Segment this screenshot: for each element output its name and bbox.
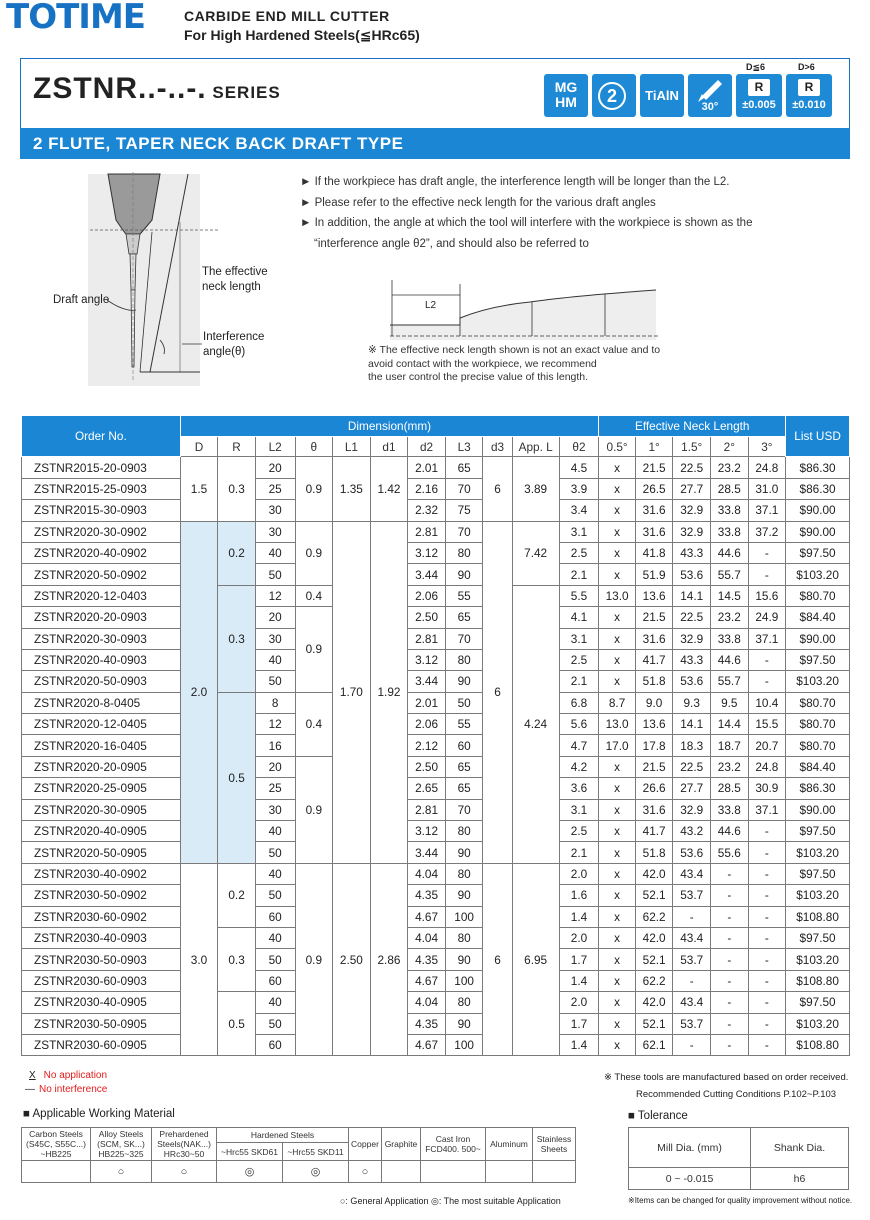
table-row: ZSTNR2020-50-0903 50 3.44 90 2.1 x 51.8 53.6 55.7 - $103.20 <box>22 671 850 692</box>
r1-condition: D≦6 <box>746 62 766 72</box>
order-no-cell: ZSTNR2020-30-0903 <box>22 628 181 649</box>
radius-tol1-badge: R ±0.005 <box>736 74 782 117</box>
interference-label: Interference angle(θ) <box>203 331 265 358</box>
theta-cell: 0.9 <box>295 457 333 521</box>
table-row: ZSTNR2030-40-0902 3.0 0.2 40 0.9 2.50 2.86 4.04 80 6 6.95 2.0 x 42.0 43.4 - - $97.50 <box>22 863 850 884</box>
product-table <box>21 415 850 1056</box>
D-cell: 2.0 <box>180 521 218 863</box>
theta-cell: 0.9 <box>295 756 333 863</box>
material-badge: MG HM <box>544 74 588 117</box>
helix-badge: 30° <box>688 74 732 117</box>
table-row: ZSTNR2020-40-0902 40 3.12 80 2.5 x 41.8 43.3 44.6 - $97.50 <box>22 542 850 563</box>
table-row: ZSTNR2015-20-0903 1.5 0.3 20 0.9 1.35 1.42 2.01 65 6 3.89 4.5 x 21.5 22.5 23.2 24.8 $86.30 <box>22 457 850 478</box>
table-row: ZSTNR2020-30-0902 2.0 0.2 30 0.9 1.70 1.92 2.81 70 6 7.42 3.1 x 31.6 32.9 33.8 37.2 $90.00 <box>22 521 850 542</box>
theta-cell: 0.9 <box>295 863 333 1056</box>
order-no-cell: ZSTNR2020-12-0405 <box>22 714 181 735</box>
order-no-cell: ZSTNR2020-30-0905 <box>22 799 181 820</box>
l2-diagram <box>370 270 670 342</box>
order-no-cell: ZSTNR2020-50-0905 <box>22 842 181 863</box>
order-no-cell: ZSTNR2020-50-0903 <box>22 671 181 692</box>
order-no-cell: ZSTNR2020-16-0405 <box>22 735 181 756</box>
table-row: ZSTNR2020-30-0903 30 2.81 70 3.1 x 31.6 32.9 33.8 37.1 $90.00 <box>22 628 850 649</box>
draft-angle-label: Draft angle <box>53 294 110 306</box>
L1-cell: 1.70 <box>333 521 371 863</box>
l2-label: L2 <box>425 300 437 311</box>
order-no-cell: ZSTNR2030-50-0903 <box>22 949 181 970</box>
L1-cell: 2.50 <box>333 863 371 1056</box>
D-cell: 3.0 <box>180 863 218 1056</box>
d1-cell: 1.92 <box>370 521 408 863</box>
order-no-cell: ZSTNR2020-40-0905 <box>22 821 181 842</box>
order-no-cell: ZSTNR2030-50-0905 <box>22 1013 181 1034</box>
table-row: ZSTNR2020-12-0405 12 2.06 55 5.6 13.0 13.6 14.1 14.4 15.5 $80.70 <box>22 714 850 735</box>
order-note: ※ These tools are manufactured based on order received. <box>604 1072 849 1083</box>
order-no-cell: ZSTNR2020-30-0902 <box>22 521 181 542</box>
table-row: ZSTNR2020-50-0905 50 3.44 90 2.1 x 51.8 53.6 55.6 - $103.20 <box>22 842 850 863</box>
R-cell: 0.3 <box>218 457 256 521</box>
d3-cell: 6 <box>483 863 512 1056</box>
table-row: ZSTNR2030-50-0902 50 4.35 90 1.6 x 52.1 53.7 - - $103.20 <box>22 885 850 906</box>
order-no-cell: ZSTNR2030-40-0905 <box>22 992 181 1013</box>
R-cell: 0.2 <box>218 521 256 585</box>
coating-badge: TiAlN <box>640 74 684 117</box>
theta-cell: 0.9 <box>295 607 333 693</box>
legend-x: X No application <box>29 1070 108 1081</box>
order-no-cell: ZSTNR2020-25-0905 <box>22 778 181 799</box>
order-no-cell: ZSTNR2030-60-0902 <box>22 906 181 927</box>
table-row: ZSTNR2020-30-0905 30 2.81 70 3.1 x 31.6 32.9 33.8 37.1 $90.00 <box>22 799 850 820</box>
flute-badge: 2 <box>592 74 636 117</box>
radius-tol2-badge: R ±0.010 <box>786 74 832 117</box>
cutting-conditions-note: Recommended Cutting Conditions P.102~P.103 <box>636 1089 837 1100</box>
order-no-cell: ZSTNR2030-40-0903 <box>22 927 181 948</box>
section-banner: 2 FLUTE, TAPER NECK BACK DRAFT TYPE <box>20 128 850 159</box>
L1-cell: 1.35 <box>333 457 371 521</box>
table-row: ZSTNR2020-8-0405 0.5 8 0.4 2.01 50 6.8 8.7 9.0 9.3 9.5 10.4 $80.70 <box>22 692 850 713</box>
table-row: ZSTNR2015-30-0903 30 2.32 75 3.4 x 31.6 32.9 33.8 37.1 $90.00 <box>22 500 850 521</box>
D-cell: 1.5 <box>180 457 218 521</box>
table-row: ZSTNR2020-40-0905 40 3.12 80 2.5 x 41.7 43.2 44.6 - $97.50 <box>22 821 850 842</box>
bullet-list: ► If the workpiece has draft angle, the interference length will be longer than the L2. ► Please refer to the effective neck length for the various draft angles ► In addition, the angle at which the tool will interfere with the workpiece is shown as the “interference angle θ2”, and should also be referred to <box>300 176 753 250</box>
order-no-cell: ZSTNR2015-20-0903 <box>22 457 181 478</box>
d1-cell: 2.86 <box>370 863 408 1056</box>
brand-logo: TOTIME <box>6 0 145 37</box>
d1-cell: 1.42 <box>370 457 408 521</box>
order-no-header: Order No. <box>22 416 181 457</box>
order-no-cell: ZSTNR2030-50-0902 <box>22 885 181 906</box>
r2-condition: D>6 <box>798 62 815 72</box>
order-no-cell: ZSTNR2020-8-0405 <box>22 692 181 713</box>
legend-dash: — No interference <box>25 1084 108 1095</box>
table-row: ZSTNR2015-25-0903 25 2.16 70 3.9 x 26.5 27.7 28.5 31.0 $86.30 <box>22 478 850 499</box>
brand-line1: CARBIDE END MILL CUTTER <box>184 8 390 24</box>
materials-footnote: ○: General Application ◎: The most suitable Application <box>340 1196 561 1206</box>
order-no-cell: ZSTNR2015-30-0903 <box>22 500 181 521</box>
neck-note: ※ The effective neck length shown is not an exact value and to avoid contact with the workpiece, we recommend the user control the precise value of this length. <box>368 344 661 383</box>
order-no-cell: ZSTNR2030-60-0903 <box>22 970 181 991</box>
appl-cell: 7.42 <box>512 521 559 585</box>
order-no-cell: ZSTNR2015-25-0903 <box>22 478 181 499</box>
table-row: ZSTNR2020-16-0405 16 2.12 60 4.7 17.0 17.8 18.3 18.7 20.7 $80.70 <box>22 735 850 756</box>
table-row: ZSTNR2020-20-0903 20 0.9 2.50 65 4.1 x 21.5 22.5 23.2 24.9 $84.40 <box>22 607 850 628</box>
order-no-cell: ZSTNR2030-40-0902 <box>22 863 181 884</box>
table-row: ZSTNR2030-60-0903 60 4.67 100 1.4 x 62.2 - - - $108.80 <box>22 970 850 991</box>
list-usd-header: List USD <box>786 416 850 457</box>
order-no-cell: ZSTNR2030-60-0905 <box>22 1034 181 1055</box>
order-no-cell: ZSTNR2020-40-0903 <box>22 649 181 670</box>
helix-icon <box>688 74 732 104</box>
table-row: ZSTNR2030-60-0905 60 4.67 100 1.4 x 62.1 - - - $108.80 <box>22 1034 850 1055</box>
order-no-cell: ZSTNR2020-12-0403 <box>22 585 181 606</box>
table-row: ZSTNR2030-60-0902 60 4.67 100 1.4 x 62.2 - - - $108.80 <box>22 906 850 927</box>
R-cell: 0.2 <box>218 863 256 927</box>
tolerance-title: ■ Tolerance <box>628 1110 688 1122</box>
table-row: ZSTNR2030-50-0903 50 4.35 90 1.7 x 52.1 53.7 - - $103.20 <box>22 949 850 970</box>
table-row: ZSTNR2020-20-0905 20 0.9 2.50 65 4.2 x 21.5 22.5 23.2 24.8 $84.40 <box>22 756 850 777</box>
brand-line2: For High Hardened Steels(≦HRc65) <box>184 27 420 43</box>
dimension-header: Dimension(mm) <box>180 416 599 437</box>
effective-neck-label: The effective neck length <box>202 266 268 293</box>
R-cell: 0.5 <box>218 692 256 863</box>
table-row: ZSTNR2030-50-0905 50 4.35 90 1.7 x 52.1 53.7 - - $103.20 <box>22 1013 850 1034</box>
R-cell: 0.3 <box>218 585 256 692</box>
materials-table: Carbon Steels (S45C, S55C...) ~HB225 Alloy Steels (SCM, SK...) HB225~325 Prehardened Steels(NAK...) HRc30~50 Hardened Steels Copper Graphite Cast Iron FCD400. 500~ Aluminum Stainless Sheets ~Hrc55 SKD61 ~Hrc55 SKD11 ○ ○ ◎ ◎ ○ <box>21 1127 576 1183</box>
appl-cell: 6.95 <box>512 863 559 1056</box>
tolerance-footnote: ※Items can be changed for quality improvement without notice. <box>628 1196 853 1205</box>
table-row: ZSTNR2030-40-0905 0.5 40 4.04 80 2.0 x 42.0 43.4 - - $97.50 <box>22 992 850 1013</box>
theta-cell: 0.9 <box>295 521 333 585</box>
tolerance-table: Mill Dia. (mm) Shank Dia. 0 ~ -0.015 h6 <box>628 1127 849 1190</box>
table-row: ZSTNR2030-40-0903 0.3 40 4.04 80 2.0 x 42.0 43.4 - - $97.50 <box>22 927 850 948</box>
series-title: ZSTNR..-..-. SERIES <box>33 72 281 105</box>
appl-cell: 4.24 <box>512 585 559 863</box>
column-header-row: D R L2 θ L1 d1 d2 L3 d3 App. L θ2 0.5° 1° 1.5° 2° 3° <box>22 437 850 457</box>
theta-cell: 0.4 <box>295 585 333 606</box>
order-no-cell: ZSTNR2020-40-0902 <box>22 542 181 563</box>
d3-cell: 6 <box>483 457 512 521</box>
appl-cell: 3.89 <box>512 457 559 521</box>
table-row: ZSTNR2020-25-0905 25 2.65 65 3.6 x 26.6 27.7 28.5 30.9 $86.30 <box>22 778 850 799</box>
order-no-cell: ZSTNR2020-20-0905 <box>22 756 181 777</box>
order-no-cell: ZSTNR2020-50-0902 <box>22 564 181 585</box>
materials-marks-row: ○ ○ ◎ ◎ ○ <box>22 1161 576 1183</box>
table-row: ZSTNR2020-12-0403 0.3 12 0.4 2.06 55 4.24 5.5 13.0 13.6 14.1 14.5 15.6 $80.70 <box>22 585 850 606</box>
table-row: ZSTNR2020-40-0903 40 3.12 80 2.5 x 41.7 43.3 44.6 - $97.50 <box>22 649 850 670</box>
theta-cell: 0.4 <box>295 692 333 756</box>
materials-title: ■ Applicable Working Material <box>23 1108 175 1120</box>
R-cell: 0.3 <box>218 927 256 991</box>
d3-cell: 6 <box>483 521 512 863</box>
order-no-cell: ZSTNR2020-20-0903 <box>22 607 181 628</box>
table-row: ZSTNR2020-50-0902 50 3.44 90 2.1 x 51.9 53.6 55.7 - $103.20 <box>22 564 850 585</box>
R-cell: 0.5 <box>218 992 256 1056</box>
effective-header: Effective Neck Length <box>599 416 786 437</box>
